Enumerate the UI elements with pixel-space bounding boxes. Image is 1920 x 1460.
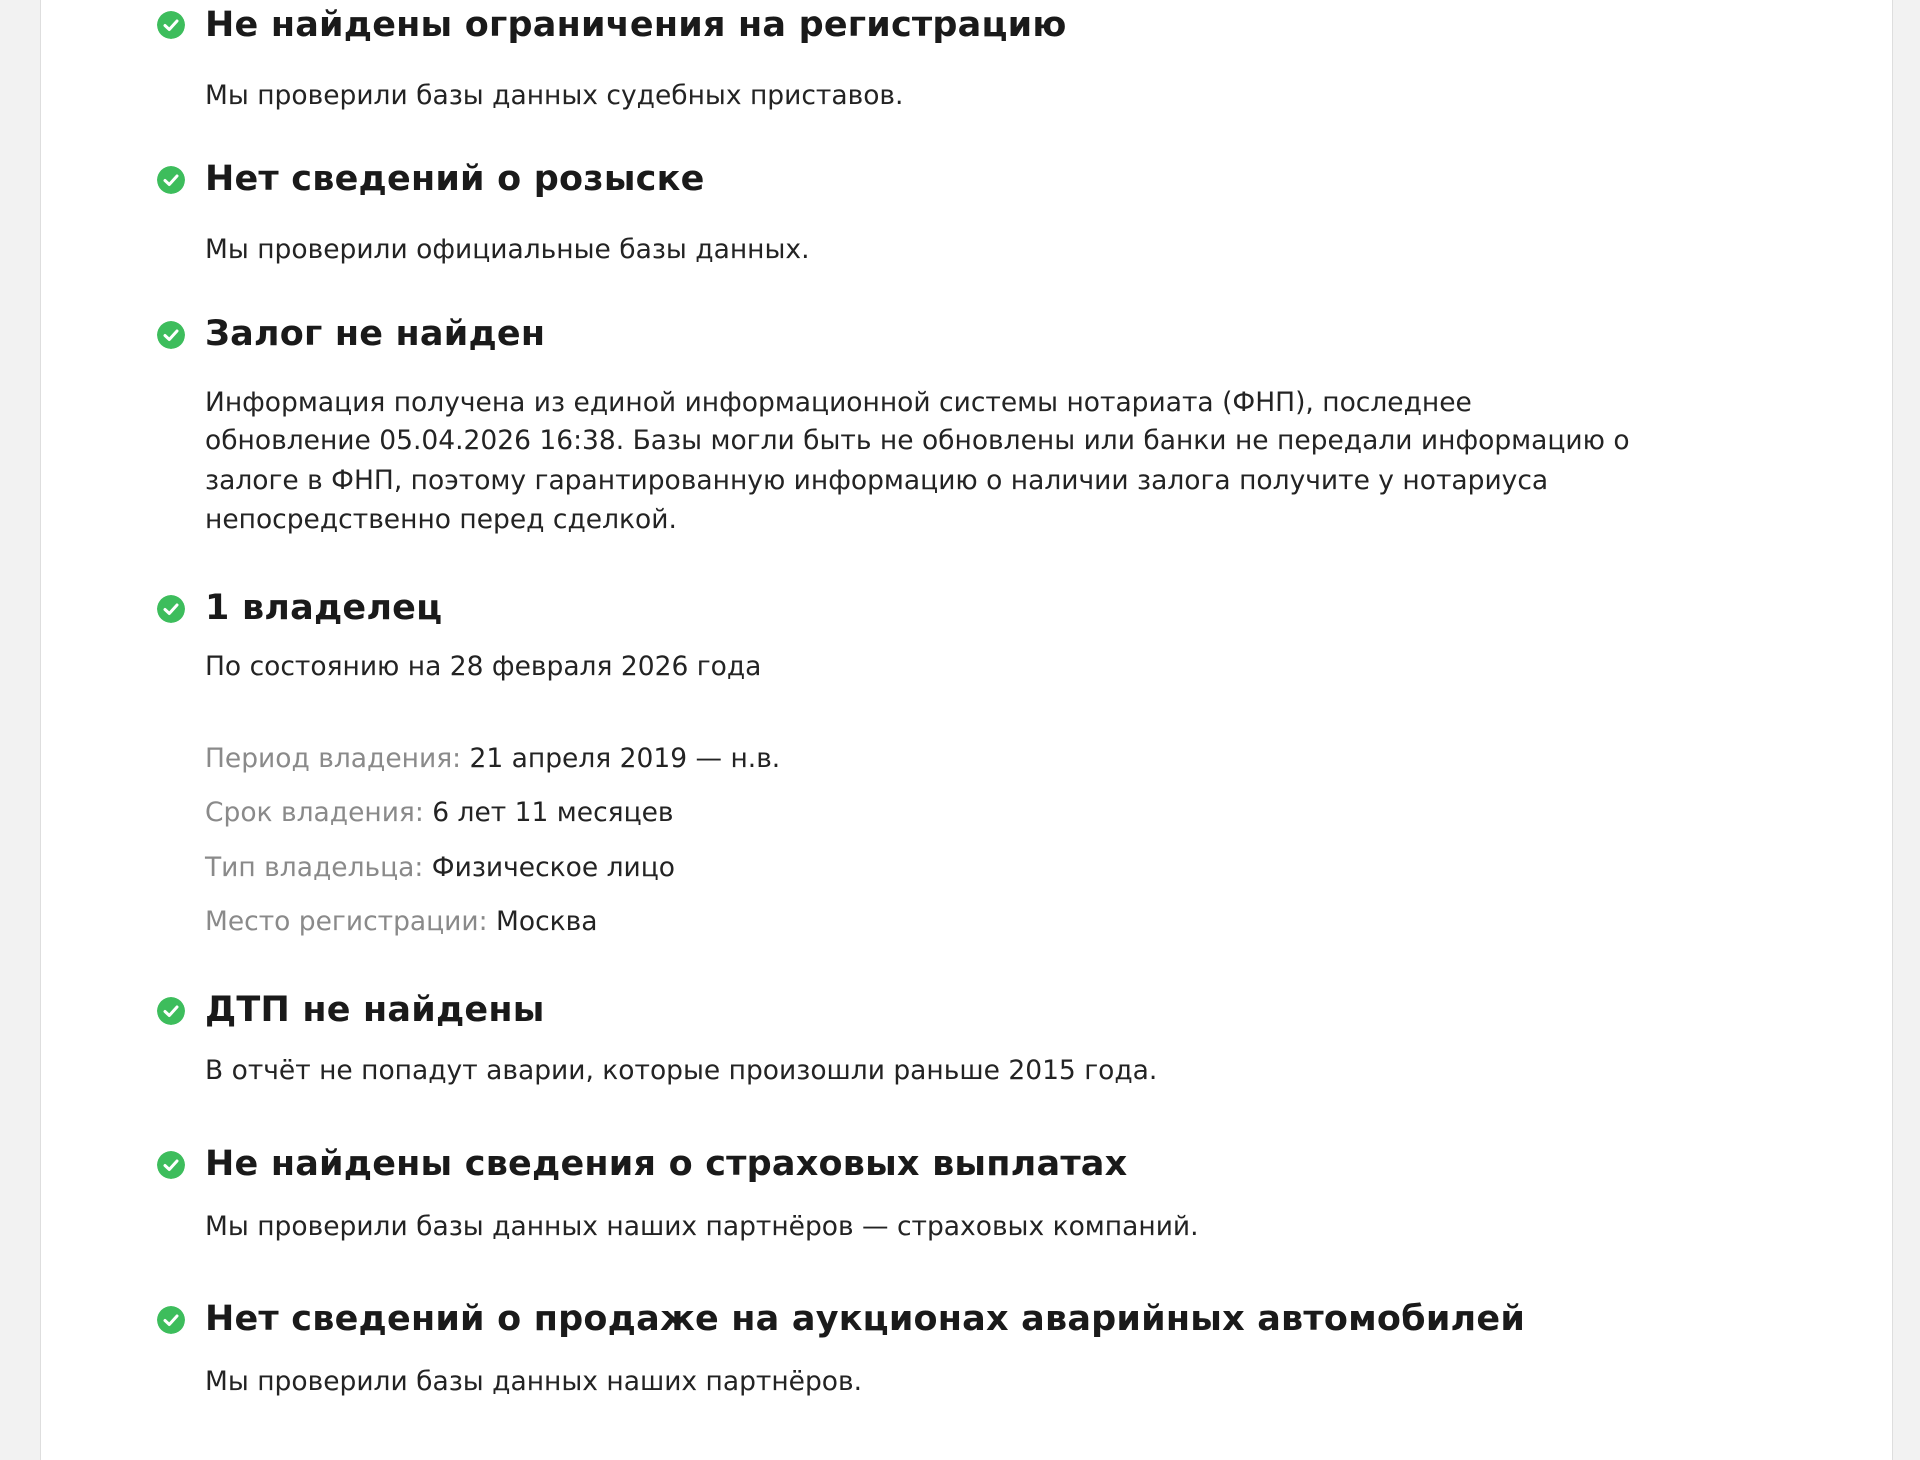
owner-detail-duration	[205, 795, 674, 831]
check-circle-icon	[157, 166, 185, 194]
item-description-line: Информация получена из единой информационной системы нотариата (ФНП), последнее	[205, 387, 1472, 418]
item-description: Мы проверили базы данных наших партнёров.	[205, 1366, 863, 1397]
check-circle-icon	[157, 997, 185, 1025]
detail-label: Тип владельца:	[205, 852, 424, 883]
item-description: Мы проверили базы данных судебных приставов.	[205, 80, 904, 111]
owner-detail-type	[205, 850, 675, 886]
item-title: Не найдены сведения о страховых выплатах	[205, 1144, 1128, 1184]
item-title: Нет сведений о продаже на аукционах аварийных автомобилей	[205, 1299, 1526, 1339]
item-description: Мы проверили официальные базы данных.	[205, 234, 810, 265]
check-circle-icon	[157, 1306, 185, 1334]
item-description-line: непосредственно перед сделкой.	[205, 504, 677, 535]
item-description: Мы проверили базы данных наших партнёров — страховых компаний.	[205, 1211, 1199, 1242]
check-circle-icon	[157, 321, 185, 349]
detail-value: Физическое лицо	[431, 852, 676, 883]
item-title: 1 владелец	[205, 588, 443, 628]
check-circle-icon	[157, 1151, 185, 1179]
detail-value: Москва	[496, 906, 598, 937]
owner-detail-period	[205, 741, 780, 777]
detail-label: Период владения:	[205, 743, 462, 774]
detail-value: 6 лет 11 месяцев	[432, 797, 674, 828]
check-circle-icon	[157, 11, 185, 39]
detail-label: Срок владения:	[205, 797, 424, 828]
item-title: Нет сведений о розыске	[205, 159, 705, 199]
item-description-line: залоге в ФНП, поэтому гарантированную информацию о наличии залога получите у нотариуса	[205, 465, 1549, 496]
check-circle-icon	[157, 595, 185, 623]
item-description: В отчёт не попадут аварии, которые произошли раньше 2015 года.	[205, 1055, 1158, 1086]
report-card	[40, 0, 1893, 1460]
item-title: Не найдены ограничения на регистрацию	[205, 5, 1067, 45]
detail-label: Место регистрации:	[205, 906, 488, 937]
detail-value: 21 апреля 2019 — н.в.	[469, 743, 781, 774]
item-description-line: обновление 05.04.2026 16:38. Базы могли быть не обновлены или банки не передали информацию о	[205, 425, 1630, 456]
item-title: ДТП не найдены	[205, 990, 545, 1030]
item-title: Залог не найден	[205, 314, 546, 354]
owner-detail-region	[205, 904, 598, 940]
item-description: По состоянию на 28 февраля 2026 года	[205, 651, 762, 682]
